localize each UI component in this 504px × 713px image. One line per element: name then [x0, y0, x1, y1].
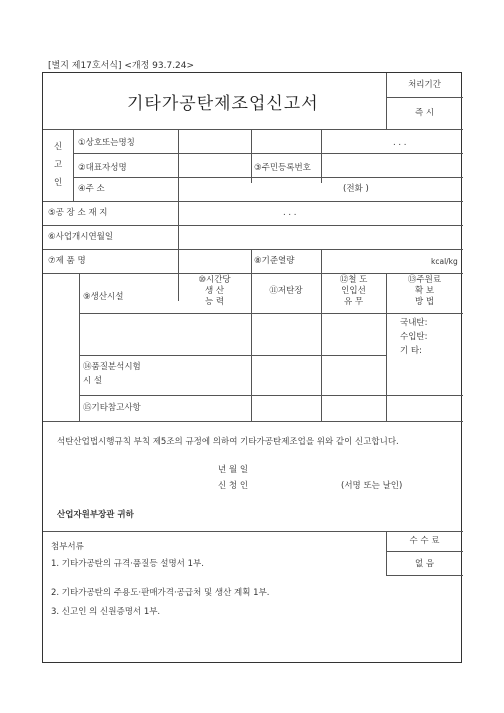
form-number-note: [별지 제17호서식] <개정 93.7.24> [48, 61, 195, 71]
coal-yard-label: ⑪저탄장 [269, 286, 303, 296]
applicant-signature-label: 신 청 인 [218, 481, 249, 491]
applicant-label-2: 고 [54, 160, 63, 170]
hourly-capacity-label-2: 생 산 [204, 286, 225, 296]
attachment-item-2: 2. 기타가공탄의 주용도·판매가격·공급처 및 생산 계획 1부. [51, 588, 270, 598]
railway-label-1: ⑫철 도 [339, 275, 368, 285]
registration-date-field[interactable]: . . . [393, 138, 407, 148]
other-notes-label: ⑮기타참고사항 [83, 403, 141, 413]
calorific-unit: kcal/kg [431, 257, 458, 266]
representative-label: ②대표자성명 [78, 163, 127, 173]
start-date-label: ⑥사업개시연월일 [48, 232, 114, 242]
other-coal-label: 기 타: [400, 346, 422, 356]
imported-coal-label: 수입탄: [400, 332, 428, 342]
applicant-label-1: 신 [54, 142, 63, 152]
production-facility-label: ⑨생산시설 [83, 292, 124, 302]
phone-field[interactable]: (전화 ) [343, 184, 369, 194]
resident-number-label: ③주민등록번호 [254, 163, 311, 173]
form-title: 기타가공탄제조업신고서 [127, 94, 319, 114]
hourly-capacity-label-1: ⑩시간당 [198, 275, 231, 285]
fee-label: 수 수 료 [409, 536, 440, 546]
test-facility-label-2: 시 설 [83, 376, 103, 386]
factory-location-field[interactable]: . . . [283, 208, 297, 218]
attachments-title: 첨부서류 [51, 542, 84, 552]
material-label-2: 확 보 [414, 286, 435, 296]
test-facility-label-1: ⑭품질분석시험 [83, 362, 141, 372]
address-label: ④주 소 [78, 184, 105, 194]
material-label-1: ⑬주원료 [407, 275, 442, 285]
applicant-label-3: 인 [54, 178, 63, 188]
attachment-item-1: 1. 기타가공탄의 규격·품질등 설명서 1부. [51, 559, 204, 569]
fee-value: 없 음 [414, 559, 435, 569]
product-name-label: ⑦제 품 명 [48, 256, 86, 266]
hourly-capacity-label-3: 능 력 [204, 297, 225, 307]
processing-period-label: 처리기간 [408, 80, 441, 90]
railway-label-3: 유 무 [343, 297, 364, 307]
signature-note: (서명 또는 날인) [341, 481, 403, 491]
attachment-item-3: 3. 신고인 의 신원증명서 1부. [51, 607, 161, 617]
calorific-label: ⑧기준열량 [254, 256, 295, 266]
date-line: 년 월 일 [218, 465, 249, 475]
processing-period-value: 즉 시 [414, 108, 435, 118]
railway-label-2: 인입선 [341, 286, 366, 296]
domestic-coal-label: 국내탄: [400, 318, 428, 328]
business-name-label: ①상호또는명칭 [78, 138, 135, 148]
material-label-3: 방 법 [414, 297, 435, 307]
factory-location-label: ⑤공 장 소 재 지 [48, 208, 108, 218]
addressee: 산업자원부장관 귀하 [57, 510, 134, 520]
declaration-form [42, 72, 462, 663]
declaration-text: 석탄산업법시행규칙 부칙 제5조의 규정에 의하여 기타가공탄제조업을 위와 같이 신고합니다. [57, 437, 399, 447]
